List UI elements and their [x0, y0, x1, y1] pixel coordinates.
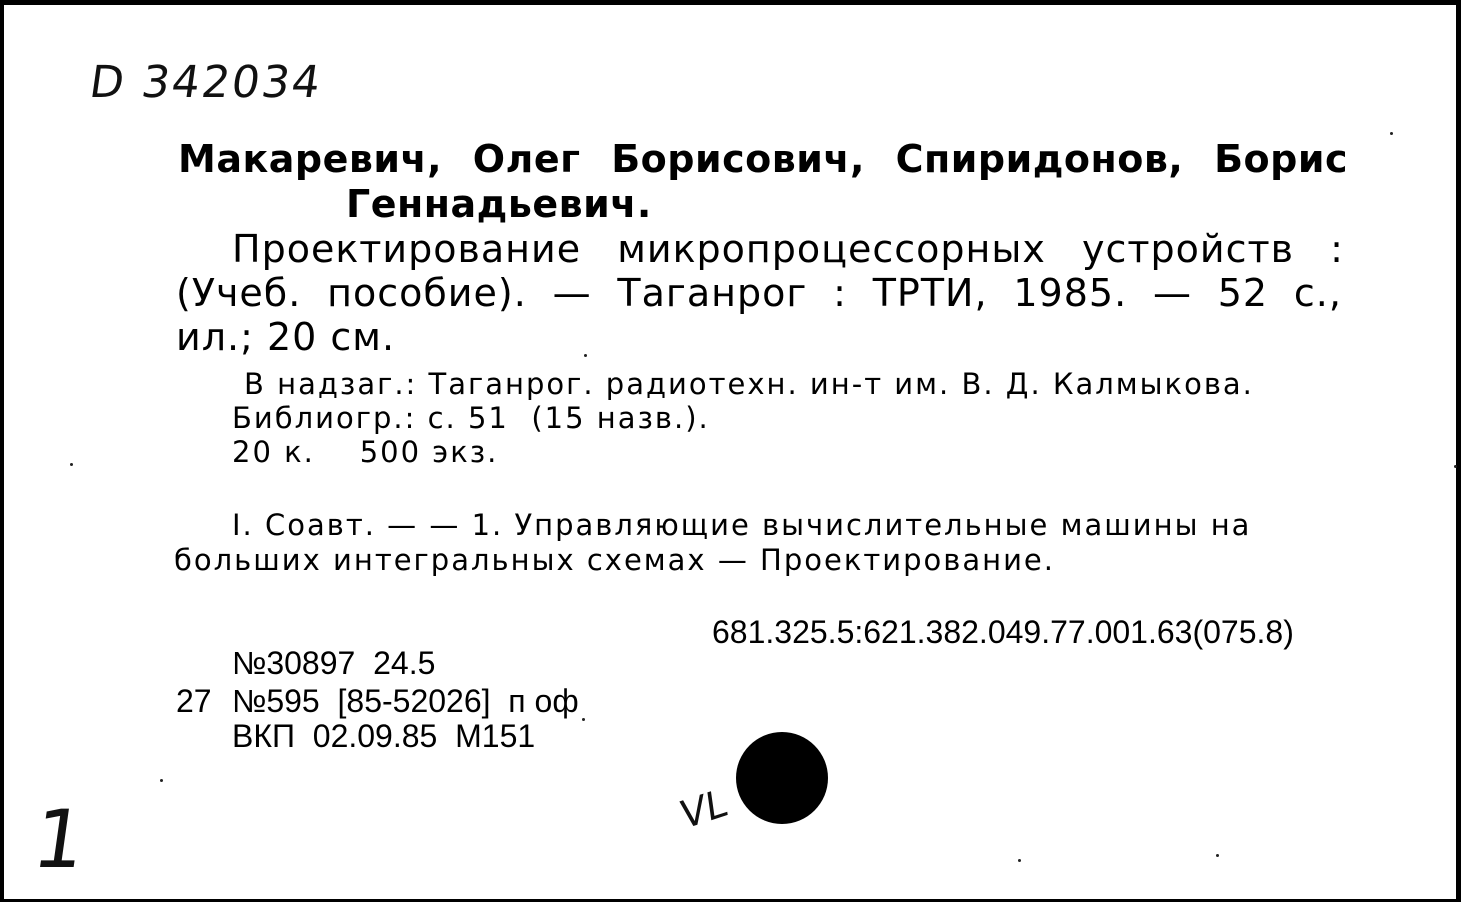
title-line-2	[176, 271, 1342, 315]
speck	[584, 354, 587, 357]
title-word: с.,	[1293, 271, 1342, 315]
title-word: ТРТИ,	[872, 271, 988, 315]
authors-line-1	[178, 137, 1348, 181]
title-word: Таганрог	[617, 271, 808, 315]
note-header: В надзаг.: Таганрог. радиотехн. ин-т им. В. Д. Калмыкова.	[244, 367, 1254, 401]
udc-code: 681.325.5:621.382.049.77.001.63(075.8)	[712, 614, 1294, 650]
title-word: —	[552, 271, 592, 315]
speck	[70, 463, 73, 466]
speck	[1390, 132, 1393, 135]
title-word: 1985.	[1013, 271, 1128, 315]
title-word: устройств	[1082, 227, 1295, 271]
title-word: —	[1152, 271, 1192, 315]
print-line-2: №595 [85-52026] п оф	[232, 683, 579, 719]
speck	[1018, 859, 1021, 862]
note-price: 20 к. 500 экз.	[232, 435, 499, 469]
inventory-number: D 342034	[86, 57, 326, 108]
title-word: (Учеб.	[176, 271, 302, 315]
speck	[160, 779, 163, 782]
note-bibliography: Библиогр.: с. 51 (15 назв.).	[232, 401, 710, 435]
handwritten-corner-mark: 1	[27, 793, 92, 886]
title-line-1	[232, 227, 1344, 271]
author-word: Борисович,	[611, 137, 865, 181]
authors-line-2: Геннадьевич.	[346, 182, 652, 226]
handwritten-initials: VL	[678, 779, 730, 839]
title-line-3: ил.; 20 см.	[176, 315, 396, 359]
speck	[1454, 465, 1457, 468]
author-word: Спиридонов,	[895, 137, 1184, 181]
title-word: 52	[1217, 271, 1269, 315]
print-line-3: ВКП 02.09.85 М151	[232, 718, 536, 754]
speck	[1216, 854, 1219, 857]
title-word: пособие).	[327, 271, 527, 315]
title-word: :	[833, 271, 847, 315]
speck	[582, 718, 585, 721]
subject-line-1: I. Соавт. — — 1. Управляющие вычислительные машины на	[232, 508, 1252, 542]
title-word: :	[1330, 227, 1344, 271]
title-word: Проектирование	[232, 227, 582, 271]
print-line-2-number: 27	[176, 683, 212, 719]
author-word: Макаревич,	[178, 137, 443, 181]
title-word: микропроцессорных	[617, 227, 1046, 271]
subject-line-2: больших интегральных схемах — Проектирование.	[174, 543, 1055, 577]
punch-hole	[736, 732, 828, 824]
author-word: Олег	[472, 137, 581, 181]
author-word: Борис	[1214, 137, 1348, 181]
print-line-1: №30897 24.5	[232, 645, 436, 681]
